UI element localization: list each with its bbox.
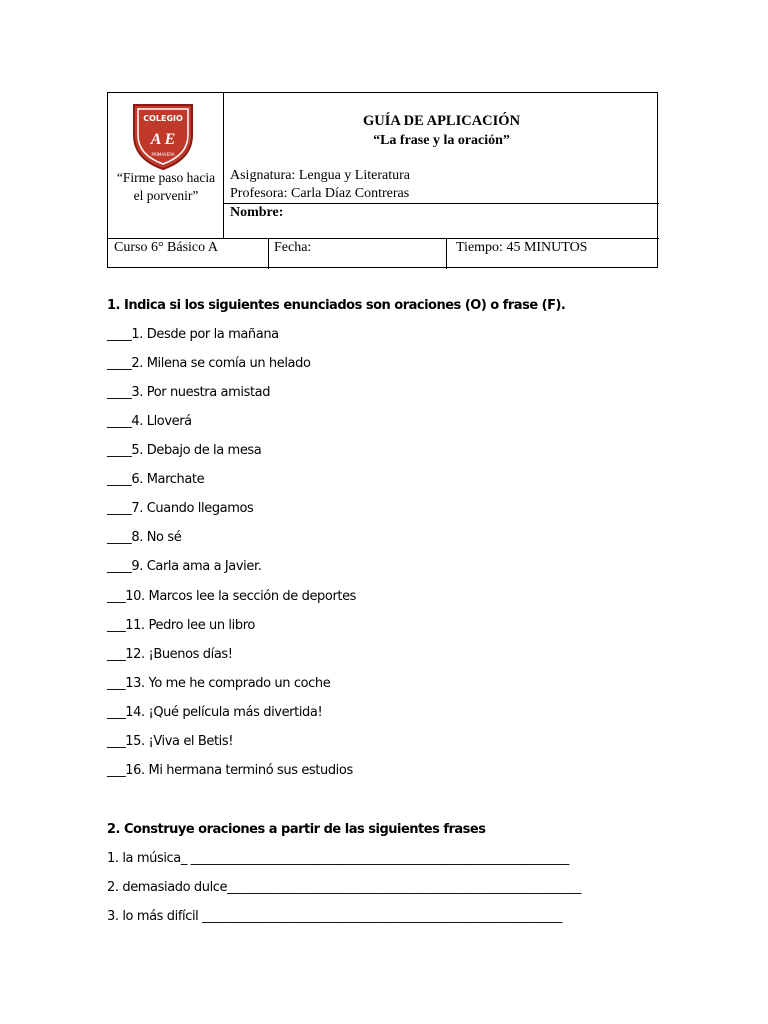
school-motto: “Firme paso hacia el porvenir” <box>116 170 216 203</box>
name-field-label: Nombre: <box>230 205 284 220</box>
list-item: ___14. ¡Qué película más divertida! <box>107 705 323 720</box>
school-logo <box>128 99 198 173</box>
divider <box>223 203 659 204</box>
list-item: ____9. Carla ama a Javier. <box>107 559 262 574</box>
logo-monogram: A E <box>150 131 176 148</box>
subject-label: Asignatura: Lengua y Literatura <box>230 168 410 183</box>
time-label: Tiempo: 45 MINUTOS <box>456 240 588 255</box>
list-item: ____8. No sé <box>107 530 182 545</box>
list-item: ___15. ¡Viva el Betis! <box>107 734 234 749</box>
list-item: ___16. Mi hermana terminó sus estudios <box>107 763 353 778</box>
page-subtitle: “La frase y la oración” <box>373 133 510 148</box>
list-item: 2. demasiado dulce__________________________________________________________ <box>107 880 581 895</box>
list-item: ____7. Cuando llegamos <box>107 501 254 516</box>
date-field-label: Fecha: <box>274 240 312 255</box>
list-item: ___13. Yo me he comprado un coche <box>107 676 331 691</box>
shield-icon <box>128 99 198 173</box>
page-title: GUÍA DE APLICACIÓN <box>362 113 521 129</box>
logo-text-bottom: PRIMAVERA <box>151 152 175 157</box>
list-item: ___12. ¡Buenos días! <box>107 647 233 662</box>
list-item: ____2. Milena se comía un helado <box>107 356 311 371</box>
document-title <box>224 111 659 151</box>
teacher-label: Profesora: Carla Díaz Contreras <box>230 186 410 201</box>
list-item: ___10. Marcos lee la sección de deportes <box>107 589 357 604</box>
section1-title: 1. Indica si los siguientes enunciados son oraciones (O) o frase (F). <box>107 298 566 313</box>
list-item: ____1. Desde por la mañana <box>107 327 279 342</box>
divider <box>446 239 447 269</box>
list-item: 1. la música_ ______________________________________________________________ <box>107 851 569 866</box>
list-item: ___11. Pedro lee un libro <box>107 618 255 633</box>
list-item: ____5. Debajo de la mesa <box>107 443 262 458</box>
course-label: Curso 6° Básico A <box>114 240 218 255</box>
section2-title: 2. Construye oraciones a partir de las siguientes frases <box>107 822 486 837</box>
header-table <box>107 92 658 268</box>
list-item: ____3. Por nuestra amistad <box>107 385 271 400</box>
list-item: 3. lo más difícil ___________________________________________________________ <box>107 909 563 924</box>
list-item: ____6. Marchate <box>107 472 205 487</box>
divider <box>268 239 269 269</box>
list-item: ____4. Lloverá <box>107 414 192 429</box>
logo-text-top: COLEGIO <box>143 114 183 123</box>
